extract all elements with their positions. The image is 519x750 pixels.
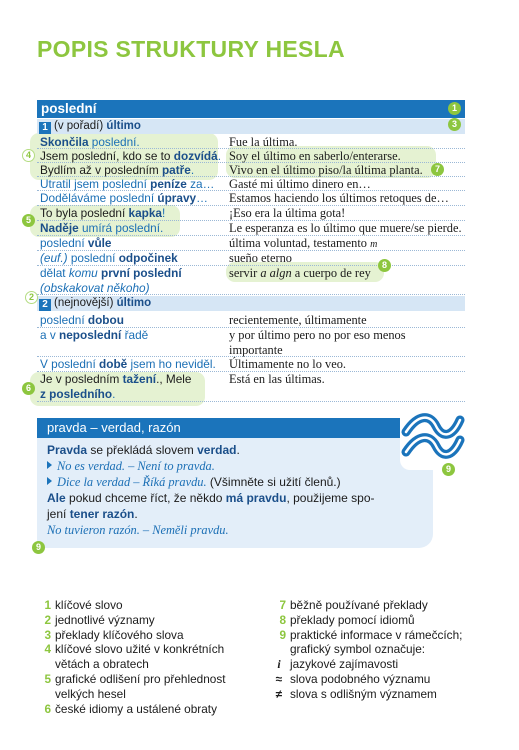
spanish-translation: Estamos haciendo los últimos retoques de… (229, 191, 449, 205)
legend-number: 8 (279, 612, 286, 627)
info-box-line: No tuvieron razón. – Neměli pravdu. (47, 523, 229, 537)
entry-row (37, 163, 465, 177)
czech-phrase: a v neposlední řadě (40, 328, 149, 342)
czech-phrase: V poslední době jsem ho neviděl. (40, 357, 216, 371)
entry-row (37, 221, 465, 236)
legend-symbol-item (272, 657, 472, 672)
legend-text: grafické odlišení pro přehlednost velkých hesel (55, 671, 226, 701)
legend-text: slova podobného významu (290, 671, 431, 686)
legend-text: jazykové zajímavosti (290, 657, 399, 672)
legend-item (272, 598, 472, 613)
czech-phrase: Bydlím až v posledním patře. (40, 163, 195, 177)
spanish-translation: Gasté mi último dinero en… (229, 177, 371, 191)
info-box-title: pravda – verdad, razón (37, 418, 433, 438)
entry-row (37, 313, 465, 328)
legend-number: 9 (279, 627, 286, 642)
legend-item (37, 628, 257, 643)
spanish-translation: Soy el último en saberlo/enterarse. (229, 149, 401, 163)
spanish-translation: recientemente, últimamente (229, 313, 367, 327)
legend-number: 3 (44, 627, 51, 642)
marker-1: 1 (448, 102, 461, 115)
info-icon: i (277, 657, 281, 672)
sense-translation: último (106, 120, 141, 132)
legend-number: 5 (44, 671, 51, 686)
legend-symbol-item (272, 672, 472, 687)
spanish-translation: ¡Eso era la última gota! (229, 206, 346, 220)
marker-2: 2 (25, 291, 38, 304)
marker-4: 4 (22, 149, 35, 162)
czech-phrase: poslední vůle (40, 236, 112, 250)
info-box-body (47, 442, 425, 538)
legend-number: 6 (44, 701, 51, 716)
spanish-translation: Le esperanza es lo último que muere/se pierde. (229, 221, 462, 235)
spanish-translation: Fue la última. (229, 135, 298, 149)
czech-phrase: Skončila poslední. (40, 135, 140, 149)
info-box-line: No es verdad. – Není to pravda. (47, 458, 425, 474)
sense-number: 2 (39, 299, 51, 311)
marker-5: 5 (22, 214, 35, 227)
entry-row (37, 251, 465, 266)
info-box-line: Dice la verdad – Říká pravdu. (Všimněte si užití členů.) (47, 474, 425, 490)
info-box-line: Ale pokud chceme říct, že někdo má pravdu, použijeme spo- (47, 491, 375, 505)
sense-gloss: (v pořadí) (54, 120, 104, 132)
spanish-translation: y por último pero no por eso menos importante (229, 328, 406, 357)
page-title: POPIS STRUKTURY HESLA (37, 36, 345, 62)
entry-row (37, 328, 465, 357)
info-box (37, 418, 433, 548)
entry-row (37, 135, 465, 149)
marker-6: 6 (22, 382, 35, 395)
legend-text: klíčové slovo (55, 598, 123, 612)
legend-symbol-item (272, 687, 472, 702)
entry-row (37, 372, 465, 402)
entry-row (37, 357, 465, 372)
legend-text: praktické informace v rámečcích; grafický symbol označuje: (290, 627, 463, 657)
info-box-line: jení tener razón. (47, 507, 138, 521)
marker-9-box: 9 (32, 541, 45, 554)
entry-row (37, 149, 465, 163)
marker-7: 7 (431, 163, 444, 176)
spanish-translation: Vivo en el último piso/la última planta. (229, 163, 423, 177)
czech-phrase: To byla poslední kapka! (40, 206, 166, 220)
spanish-translation: Últimamente no lo veo. (229, 357, 346, 371)
legend-item (37, 672, 257, 702)
legend-text: jednotlivé významy (55, 612, 155, 627)
legend-item (37, 613, 257, 628)
legend-number: 4 (44, 642, 51, 657)
sense-translation: último (116, 297, 152, 309)
legend-text: slova s odlišným významem (290, 686, 437, 701)
legend-left (37, 598, 257, 716)
legend-number: 7 (279, 598, 286, 612)
czech-phrase: Utratil jsem poslední peníze za… (40, 177, 215, 191)
marker-3: 3 (448, 118, 461, 131)
spanish-translation: Está en las últimas. (229, 372, 325, 386)
legend-text: běžně používané překlady (290, 598, 428, 612)
czech-phrase: (euf.) poslední odpočinek (40, 251, 178, 265)
legend-item (37, 642, 257, 672)
legend-item (272, 613, 472, 628)
legend-item (37, 598, 257, 613)
spanish-translation: sueño eterno (229, 251, 292, 265)
entry-row (37, 177, 465, 191)
spanish-translation: última voluntad, testamento m (229, 236, 378, 250)
legend-text: klíčové slovo užité v konkrétních větách a obratech (55, 642, 225, 672)
legend-text: překlady klíčového slova (55, 627, 184, 642)
legend-number: 1 (44, 598, 51, 612)
legend-number: 2 (44, 612, 51, 627)
entry-row (37, 236, 465, 251)
info-box-line: Pravda se překládá slovem verdad. (47, 443, 240, 457)
sense-number: 1 (39, 122, 51, 134)
entry-row (37, 206, 465, 221)
sense-bar-1 (37, 119, 465, 134)
czech-phrase: Jsem poslední, kdo se to dozvídá. (40, 149, 221, 163)
marker-8: 8 (378, 259, 391, 272)
legend-text: české idiomy a ustálené obraty (55, 701, 217, 716)
czech-phrase: Doděláváme poslední úpravy… (40, 191, 208, 205)
entry-row (37, 191, 465, 206)
czech-phrase: Naděje umírá poslední. (40, 221, 164, 235)
czech-phrase: Je v posledním tažení., Mele z posledního. (40, 372, 192, 401)
entry-headword (37, 100, 465, 118)
not-equal-icon: ≠ (275, 686, 283, 701)
entry-row (37, 266, 465, 295)
approx-icon (400, 408, 466, 470)
legend-right (272, 598, 472, 702)
spanish-translation: servir a algn a cuerpo de rey (229, 266, 371, 280)
sense-bar-2 (37, 296, 465, 311)
headword-text: poslední (41, 101, 97, 116)
legend-item (37, 702, 257, 717)
czech-phrase: dělat komu první poslední (obskakovat někoho) (40, 266, 182, 295)
marker-9-icon-badge: 9 (442, 463, 455, 476)
czech-phrase: poslední dobou (40, 313, 124, 327)
legend-item (272, 628, 472, 658)
sense-gloss: (nejnovější) (54, 297, 114, 309)
legend-text: překlady pomocí idiomů (290, 612, 415, 627)
approx-badge (400, 408, 466, 470)
approx-icon: ≈ (275, 671, 283, 686)
